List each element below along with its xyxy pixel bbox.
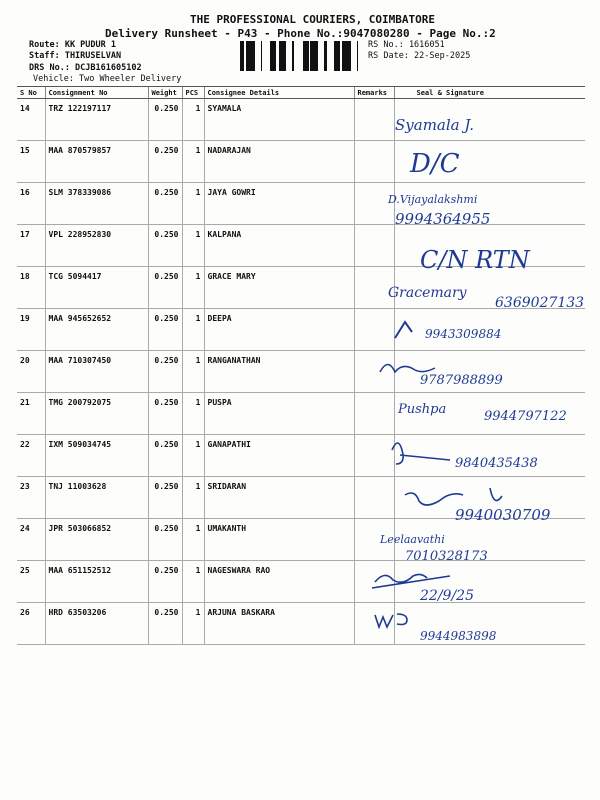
cell-pcs: 1: [182, 519, 204, 561]
barcode-bar: [346, 41, 348, 71]
signature-14: Syamala J.: [395, 116, 474, 134]
barcode-bar: [246, 41, 249, 71]
signature-16-name: D.Vijayalakshmi: [388, 193, 478, 206]
signature-18-phone: 6369027133: [495, 295, 585, 311]
cell-weight: 0.250: [148, 309, 182, 351]
barcode-bar: [285, 41, 286, 71]
cell-consignee: GANAPATHI: [204, 435, 354, 477]
barcode-bar: [273, 41, 274, 71]
cell-remarks: [354, 393, 394, 435]
cell-remarks: [354, 351, 394, 393]
cell-sno: 18: [17, 267, 45, 309]
cell-consignee: GRACE MARY: [204, 267, 354, 309]
barcode-bar: [280, 41, 282, 71]
table-row: [17, 393, 585, 435]
barcode-bar: [304, 41, 306, 71]
barcode-bar: [324, 41, 327, 71]
barcode-bar: [261, 41, 262, 71]
cell-signature: [394, 519, 585, 561]
cell-remarks: [354, 603, 394, 645]
table-header-row: [17, 87, 585, 99]
vehicle-label: Vehicle: Two Wheeler Delivery: [33, 74, 182, 84]
col-weight: Weight: [148, 87, 182, 99]
cell-remarks: [354, 225, 394, 267]
cell-weight: 0.250: [148, 435, 182, 477]
runsheet-table: [17, 86, 585, 645]
cell-signature: [394, 477, 585, 519]
cell-consignment: JPR 503066852: [45, 519, 148, 561]
rs-number: RS No.: 1616051: [368, 40, 445, 50]
barcode-bar: [303, 41, 304, 71]
col-consignee: Consignee Details: [204, 87, 354, 99]
cell-consignment: MAA 870579857: [45, 141, 148, 183]
barcode-bar: [282, 41, 285, 71]
cell-weight: 0.250: [148, 477, 182, 519]
cell-pcs: 1: [182, 603, 204, 645]
cell-pcs: 1: [182, 309, 204, 351]
cell-signature: [394, 435, 585, 477]
signature-22: 9840435438: [455, 456, 538, 471]
cell-consignment: TNJ 11003628: [45, 477, 148, 519]
barcode-bar: [279, 41, 280, 71]
cell-weight: 0.250: [148, 351, 182, 393]
rs-date: RS Date: 22-Sep-2025: [368, 51, 471, 61]
signature-24-name: Leelaavathi: [380, 533, 445, 546]
col-pcs: PCS: [182, 87, 204, 99]
table-row: [17, 225, 585, 267]
cell-consignment: MAA 651152512: [45, 561, 148, 603]
cell-weight: 0.250: [148, 183, 182, 225]
cell-signature: [394, 99, 585, 141]
company-name: THE PROFESSIONAL COURIERS, COIMBATORE: [190, 13, 436, 26]
cell-pcs: 1: [182, 225, 204, 267]
cell-consignee: KALPANA: [204, 225, 354, 267]
cell-signature: [394, 603, 585, 645]
barcode-bar: [342, 41, 345, 71]
signature-24-phone: 7010328173: [405, 549, 488, 564]
signature-21-phone: 9944797122: [484, 409, 567, 424]
barcode: [240, 41, 363, 71]
cell-weight: 0.250: [148, 99, 182, 141]
signature-25-date: 22/9/25: [420, 588, 474, 604]
signature-23: 9940030709: [455, 506, 551, 524]
cell-pcs: 1: [182, 267, 204, 309]
cell-consignee: SYAMALA: [204, 99, 354, 141]
staff-label: Staff: THIRUSELVAN: [29, 51, 122, 61]
cell-sno: 16: [17, 183, 45, 225]
cell-consignee: JAYA GOWRI: [204, 183, 354, 225]
cell-consignment: IXM 509034745: [45, 435, 148, 477]
cell-consignee: NAGESWARA RAO: [204, 561, 354, 603]
cell-weight: 0.250: [148, 267, 182, 309]
cell-consignment: SLM 378339086: [45, 183, 148, 225]
col-signature: Seal & Signature: [394, 87, 585, 99]
table-row: [17, 603, 585, 645]
cell-weight: 0.250: [148, 561, 182, 603]
cell-consignee: SRIDARAN: [204, 477, 354, 519]
cell-consignment: VPL 228952830: [45, 225, 148, 267]
runsheet-title: Delivery Runsheet - P43 - Phone No.:9047080280 - Page No.:2: [105, 27, 496, 40]
table-row: [17, 309, 585, 351]
cell-pcs: 1: [182, 141, 204, 183]
cell-remarks: [354, 435, 394, 477]
barcode-bar: [348, 41, 351, 71]
table-row: [17, 477, 585, 519]
table-row: [17, 183, 585, 225]
table-row: [17, 561, 585, 603]
barcode-bar: [336, 41, 339, 71]
table-row: [17, 99, 585, 141]
signature-21-name: Pushpa: [398, 402, 447, 417]
signature-20: 9787988899: [420, 373, 503, 388]
cell-consignee: NADARAJAN: [204, 141, 354, 183]
cell-pcs: 1: [182, 435, 204, 477]
cell-signature: [394, 393, 585, 435]
table-row: [17, 141, 585, 183]
cell-remarks: [354, 99, 394, 141]
table-row: [17, 435, 585, 477]
cell-remarks: [354, 183, 394, 225]
cell-signature: [394, 225, 585, 267]
table-row: [17, 519, 585, 561]
barcode-bar: [312, 41, 315, 71]
cell-signature: [394, 309, 585, 351]
cell-signature: [394, 141, 585, 183]
cell-pcs: 1: [182, 183, 204, 225]
cell-sno: 25: [17, 561, 45, 603]
signature-26: 9944983898: [420, 629, 497, 643]
cell-remarks: [354, 519, 394, 561]
cell-pcs: 1: [182, 99, 204, 141]
cell-weight: 0.250: [148, 603, 182, 645]
drs-number: DRS No.: DCJB161605102: [29, 63, 142, 73]
signature-15: D/C: [410, 149, 460, 179]
cell-pcs: 1: [182, 477, 204, 519]
cell-sno: 19: [17, 309, 45, 351]
table-row: [17, 351, 585, 393]
barcode-bar: [252, 41, 255, 71]
cell-weight: 0.250: [148, 519, 182, 561]
barcode-bar: [292, 41, 294, 71]
signature-19: 9943309884: [425, 327, 502, 341]
cell-sno: 22: [17, 435, 45, 477]
cell-consignment: HRD 63503206: [45, 603, 148, 645]
cell-remarks: [354, 267, 394, 309]
cell-consignee: UMAKANTH: [204, 519, 354, 561]
signature-16-phone: 9994364955: [395, 210, 491, 228]
cell-signature: [394, 183, 585, 225]
col-consignment: Consignment No: [45, 87, 148, 99]
barcode-bar: [316, 41, 318, 71]
cell-pcs: 1: [182, 351, 204, 393]
table-row: [17, 267, 585, 309]
barcode-bar: [306, 41, 309, 71]
cell-consignment: MAA 945652652: [45, 309, 148, 351]
cell-remarks: [354, 477, 394, 519]
cell-sno: 15: [17, 141, 45, 183]
barcode-bar: [274, 41, 276, 71]
cell-consignee: PUSPA: [204, 393, 354, 435]
cell-consignee: ARJUNA BASKARA: [204, 603, 354, 645]
cell-sno: 17: [17, 225, 45, 267]
cell-sno: 24: [17, 519, 45, 561]
cell-consignment: TCG 5094417: [45, 267, 148, 309]
cell-sno: 20: [17, 351, 45, 393]
barcode-bar: [334, 41, 336, 71]
cell-pcs: 1: [182, 393, 204, 435]
cell-sno: 21: [17, 393, 45, 435]
route-label: Route: KK PUDUR 1: [29, 40, 116, 50]
cell-remarks: [354, 561, 394, 603]
cell-sno: 23: [17, 477, 45, 519]
cell-weight: 0.250: [148, 141, 182, 183]
barcode-bar: [357, 41, 358, 71]
cell-signature: [394, 267, 585, 309]
cell-sno: 26: [17, 603, 45, 645]
cell-sno: 14: [17, 99, 45, 141]
col-sno: S No: [17, 87, 45, 99]
barcode-bar: [249, 41, 250, 71]
signature-18-name: Gracemary: [388, 285, 467, 301]
barcode-bar: [339, 41, 340, 71]
barcode-bar: [345, 41, 346, 71]
col-remarks: Remarks: [354, 87, 394, 99]
cell-consignee: DEEPA: [204, 309, 354, 351]
cell-weight: 0.250: [148, 225, 182, 267]
cell-consignee: RANGANATHAN: [204, 351, 354, 393]
cell-remarks: [354, 141, 394, 183]
barcode-bar: [270, 41, 273, 71]
cell-signature: [394, 561, 585, 603]
signature-17: C/N RTN: [420, 246, 530, 274]
cell-consignment: TRZ 122197117: [45, 99, 148, 141]
cell-consignment: TMG 200792075: [45, 393, 148, 435]
barcode-bar: [243, 41, 244, 71]
cell-remarks: [354, 309, 394, 351]
cell-signature: [394, 351, 585, 393]
barcode-bar: [240, 41, 243, 71]
barcode-bar: [315, 41, 316, 71]
cell-consignment: MAA 710307450: [45, 351, 148, 393]
cell-weight: 0.250: [148, 393, 182, 435]
barcode-bar: [250, 41, 252, 71]
cell-pcs: 1: [182, 561, 204, 603]
barcode-bar: [310, 41, 312, 71]
